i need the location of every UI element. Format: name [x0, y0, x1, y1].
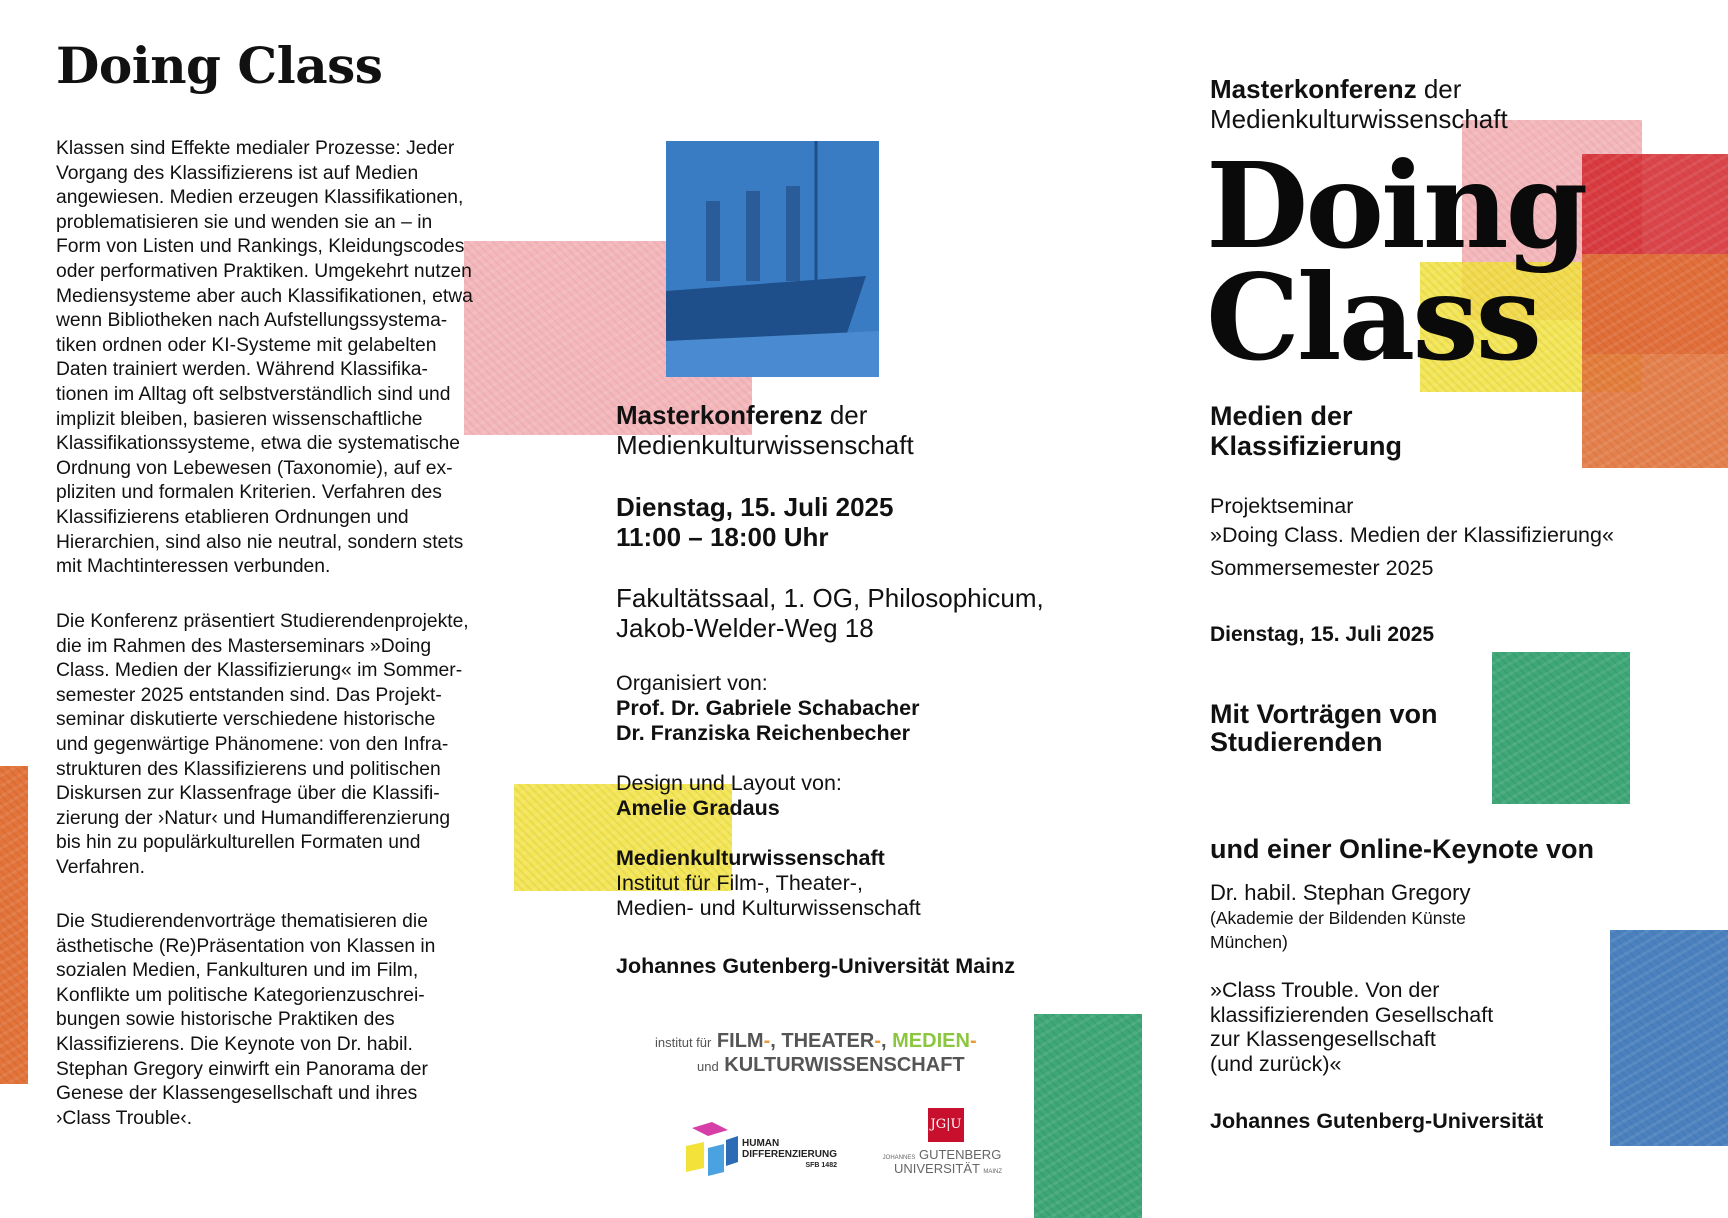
jgu-gutenberg: GUTENBERG — [918, 1147, 1002, 1162]
hd-line1: HUMAN — [742, 1138, 780, 1149]
right-keynote-heading: und einer Online-Keynote von — [1210, 834, 1595, 864]
right-date: Dienstag, 15. Juli 2025 — [1210, 623, 1435, 646]
right-conference-heading — [1210, 74, 1508, 134]
middle-organized-label: Organisiert von: — [616, 671, 768, 695]
right-seminar-line1: Projektseminar — [1210, 494, 1354, 518]
jgu-logo — [872, 1108, 1012, 1184]
green-block-middle-bottom — [1034, 1014, 1142, 1218]
middle-organizer-2: Dr. Franziska Reichenbecher — [616, 721, 910, 745]
left-paragraph-1: Klassen sind Effekte medialer Prozesse: Jeder Vorgang des Klassifizierens ist auf Medien angewiesen. Medien erzeugen Klassifikationen, problematisieren sie und wenden sie an – in Form von Listen und Rankings, Kleidungscodes oder performativen Praktiken. Umgekehrt nutzen Mediensysteme aber auch Klassifikationen, etwa wenn Bibliotheken nach Aufstellungssystema- tiken ordnen oder KI-Systeme mit gelabelten Daten trainiert werden. Während Klassifika- tionen im Alltag oft selbstverständlich sind und implizit bleiben, basieren wissenschaftliche Klassifikationssysteme, etwa die systematische Ordnung von Lebewesen (Taxonomie), auf ex- pliziten und formalen Kriterien. Verfahren des Klassifizierens etablieren Ordnungen und Hierarchien, sind also nie neutral, sondern stets mit Machtinteressen verbunden. — [56, 138, 473, 578]
middle-venue-line1: Fakultätssaal, 1. OG, Philosophicum, — [616, 583, 1044, 613]
jgu-small: JOHANNES — [882, 1155, 916, 1161]
middle-conf-rest: der — [822, 400, 868, 430]
human-differenzierung-logo — [684, 1122, 854, 1184]
right-subtitle-line2: Klassifizierung — [1210, 431, 1403, 461]
ifktm-kultur: KULTURWISSENSCHAFT — [724, 1054, 965, 1076]
middle-institute-line2: Medien- und Kulturwissenschaft — [616, 896, 921, 920]
ifktm-theater: THEATER — [781, 1030, 875, 1052]
middle-organizers — [616, 671, 920, 746]
middle-date: Dienstag, 15. Juli 2025 — [616, 492, 894, 522]
left-paragraph-3: Die Studierendenvorträge thematisieren die ästhetische (Re)Präsentation von Klassen in sozialen Medien, Fankulturen und im Film, Konflikte um politische Kategorienzuschrei- bungen sowie historische Praktiken des Klassifizierens. Die Keynote von Dr. habil. Stephan Gregory einwirft ein Panorama der Genese der Klassengesellschaft und ihres ›Class Trouble‹. — [56, 911, 436, 1129]
right-title-line2: Class — [1206, 248, 1540, 387]
right-talks-line1: Mit Vorträgen von — [1210, 699, 1438, 729]
right-big-title — [1206, 136, 1586, 387]
left-paragraph-2: Die Konferenz präsentiert Studierendenprojekte, die im Rahmen des Masterseminars »Doing Class. Medien der Klassifizierung« im Sommer- semester 2025 entstanden sind. Das Projekt- seminar diskutierte verschiedene historische und gegenwärtige Phänomene: von den Infra- strukturen des Klassifizierens und politischen Diskursen zur Klassenfrage über die Klassifi- zierung der ›Natur‹ und Humandifferenzierung bis hin zu populärkulturellen Formaten und Verfahren. — [56, 611, 469, 878]
middle-conf-bold: Masterkonferenz — [616, 400, 823, 430]
middle-time: 11:00 – 18:00 Uhr — [616, 522, 829, 552]
ifktm-small1: institut für — [655, 1035, 712, 1050]
right-university: Johannes Gutenberg-Universität — [1210, 1109, 1544, 1133]
orange-illustration-block — [1582, 254, 1728, 468]
jgu-mark: JG|U — [928, 1108, 964, 1142]
ship-illustration — [666, 141, 879, 377]
middle-venue-line2: Jakob-Welder-Weg 18 — [616, 613, 874, 643]
right-talks — [1210, 700, 1438, 756]
middle-conference-heading — [616, 400, 914, 460]
jgu-mainz: MAINZ — [983, 1169, 1003, 1175]
right-speaker: Dr. habil. Stephan Gregory — [1210, 880, 1471, 905]
middle-venue — [616, 583, 1044, 643]
middle-design — [616, 771, 842, 821]
green-block-right-panel — [1492, 652, 1630, 804]
middle-organizer-1: Prof. Dr. Gabriele Schabacher — [616, 696, 920, 720]
ifktm-logo: institut für FILM-, THEATER-, MEDIEN- und KULTURWISSENSCHAFT — [655, 1030, 977, 1076]
blue-block-right-edge — [1610, 930, 1728, 1146]
blue-ship-image-block — [666, 141, 879, 377]
right-talks-line2: Studierenden — [1210, 727, 1383, 757]
right-talk-title: »Class Trouble. Von der klassifizierenden Gesellschaft zur Klassengesellschaft (und zurück)« — [1210, 978, 1494, 1076]
middle-designer: Amelie Gradaus — [616, 796, 780, 820]
hd-line3: SFB 1482 — [805, 1162, 837, 1169]
right-affiliation-line1: (Akademie der Bildenden Künste — [1210, 908, 1466, 928]
right-conf-bold: Masterkonferenz — [1210, 74, 1417, 104]
ifktm-small2: und — [697, 1059, 719, 1074]
middle-department — [616, 846, 921, 921]
hd-cube-icon — [684, 1122, 740, 1184]
right-semester: Sommersemester 2025 — [1210, 556, 1434, 580]
middle-institute-line1: Institut für Film-, Theater-, — [616, 871, 863, 895]
right-subtitle — [1210, 401, 1402, 461]
jgu-uni: UNIVERSITÄT — [894, 1161, 980, 1176]
right-conf-line2: Medienkulturwissenschaft — [1210, 104, 1508, 134]
left-title: Doing Class — [56, 36, 383, 95]
right-affiliation-line2: München) — [1210, 932, 1288, 952]
right-seminar — [1210, 492, 1614, 583]
right-title-line1: Doing — [1206, 136, 1586, 275]
middle-conf-line2: Medienkulturwissenschaft — [616, 430, 914, 460]
right-seminar-line2: »Doing Class. Medien der Klassifizierung« — [1210, 523, 1614, 547]
right-speaker-block — [1210, 880, 1470, 954]
ifktm-medien: MEDIEN — [892, 1030, 970, 1052]
middle-dept: Medienkulturwissenschaft — [616, 846, 885, 870]
hd-line2: DIFFERENZIERUNG — [742, 1149, 837, 1160]
middle-university: Johannes Gutenberg-Universität Mainz — [616, 954, 1016, 978]
middle-date-time — [616, 492, 893, 552]
right-conf-rest: der — [1416, 74, 1462, 104]
ifktm-film: FILM — [716, 1030, 764, 1052]
orange-block-left-edge — [0, 766, 28, 1084]
right-subtitle-line1: Medien der — [1210, 401, 1353, 431]
middle-design-label: Design und Layout von: — [616, 771, 842, 795]
